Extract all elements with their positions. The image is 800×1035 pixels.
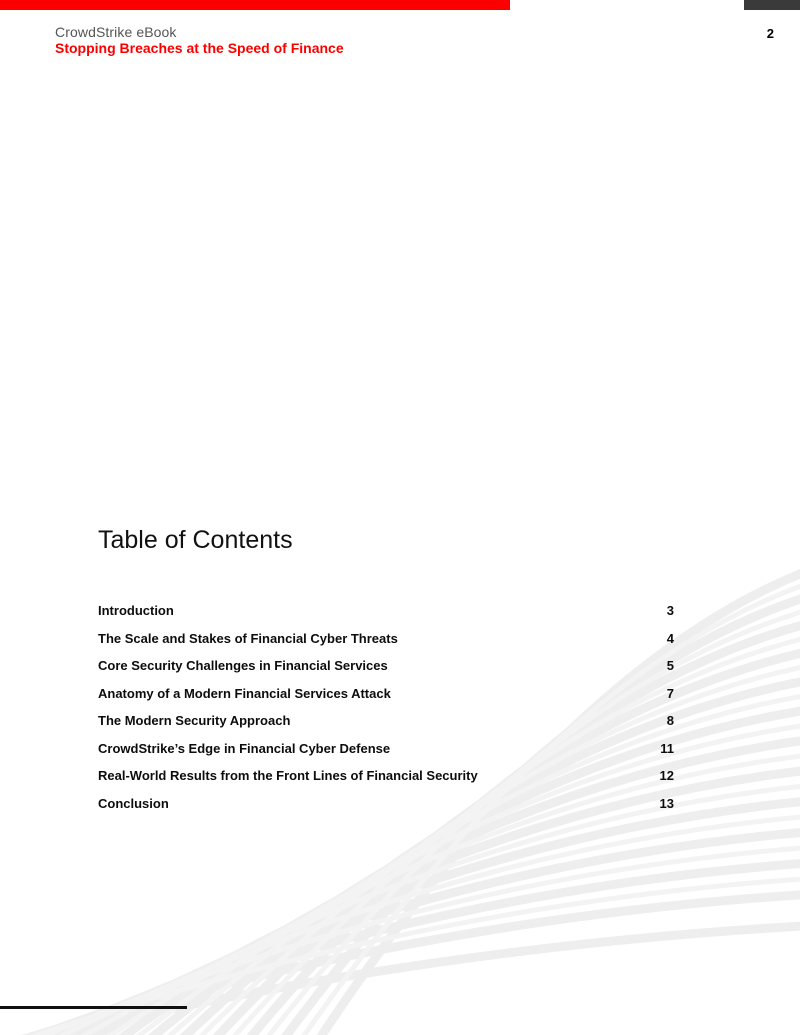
toc-item-page: 4: [666, 630, 674, 646]
toc-item-anatomy-of-attack[interactable]: [98, 680, 674, 708]
toc-title: Table of Contents: [98, 526, 293, 554]
toc-item-page: 8: [666, 713, 674, 729]
toc-item-page: 7: [666, 685, 674, 701]
toc-list: [98, 597, 674, 817]
toc-item-page: 5: [666, 658, 674, 674]
toc-item-introduction[interactable]: [98, 597, 674, 625]
toc-item-conclusion[interactable]: [98, 790, 674, 818]
toc-item-scale-and-stakes[interactable]: [98, 625, 674, 653]
page-number: 2: [766, 26, 774, 41]
toc-item-crowdstrike-edge[interactable]: [98, 735, 674, 763]
document-header: [55, 24, 344, 57]
bottom-rule-divider: [0, 1006, 187, 1009]
toc-item-label: Conclusion: [98, 795, 169, 811]
toc-item-label: Introduction: [98, 603, 174, 619]
toc-item-real-world-results[interactable]: [98, 762, 674, 790]
toc-item-core-security-challenges[interactable]: [98, 652, 674, 680]
toc-item-page: 12: [659, 768, 674, 784]
toc-item-page: 11: [660, 740, 674, 756]
toc-item-label: CrowdStrike’s Edge in Financial Cyber Defense: [98, 740, 391, 756]
toc-item-page: 13: [659, 795, 674, 811]
toc-item-label: The Modern Security Approach: [98, 713, 291, 729]
toc-item-modern-security-approach[interactable]: [98, 707, 674, 735]
toc-item-label: Anatomy of a Modern Financial Services Attack: [98, 685, 391, 701]
header-subtitle-text: Stopping Breaches at the Speed of Finance: [55, 40, 344, 56]
toc-item-label: Core Security Challenges in Financial Services: [98, 658, 388, 674]
toc-item-label: Real-World Results from the Front Lines of Financial Security: [98, 768, 478, 784]
header-brand-text: CrowdStrike eBook: [55, 24, 177, 40]
toc-item-label: The Scale and Stakes of Financial Cyber Threats: [98, 630, 398, 646]
toc-item-page: 3: [666, 603, 674, 619]
